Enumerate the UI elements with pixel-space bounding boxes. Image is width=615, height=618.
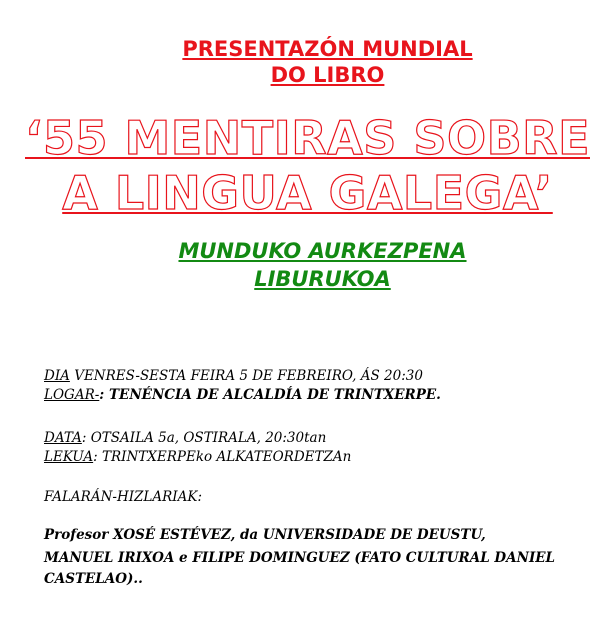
speakers-line3: CASTELAO).. [44, 571, 143, 587]
basque-heading-line1: MUNDUKO AURKEZPENA [178, 239, 467, 263]
lekua-label: LEKUA [44, 449, 94, 465]
book-title-line1: ‘55 MENTIRAS SOBRE [25, 111, 590, 165]
logar-value: : TENÉNCIA DE ALCALDÍA DE TRINTXERPE. [99, 387, 441, 403]
basque-heading-line2: LIBURUKOA [254, 267, 391, 291]
presentation-heading-line2: DO LIBRO [270, 63, 385, 87]
data-value: : OTSAILA 5a, OSTIRALA, 20:30tan [81, 430, 327, 446]
logar-line [44, 386, 441, 404]
book-title-line2: A LINGUA GALEGA’ [62, 166, 553, 220]
dia-value: VENRES-SESTA FEIRA 5 DE FEBREIRO, ÁS 20:30 [69, 368, 423, 384]
lekua-value: : TRINTXERPEko ALKATEORDETZAn [93, 449, 352, 465]
presentation-heading-line1: PRESENTAZÓN MUNDIAL [182, 37, 473, 61]
logar-label: LOGAR- [44, 387, 100, 403]
speakers-line2: MANUEL IRIXOA e FILIPE DOMINGUEZ (FATO CULTURAL DANIEL [44, 550, 556, 566]
speakers-line1: Profesor XOSÉ ESTÉVEZ, da UNIVERSIDADE DE DEUSTU, [44, 527, 486, 543]
speakers-heading: FALARÁN-HIZLARIAK: [44, 489, 203, 505]
data-line [44, 429, 326, 447]
lekua-line [44, 448, 351, 466]
dia-label: DIA [44, 368, 70, 384]
dia-line [44, 367, 423, 385]
data-label: DATA [44, 430, 82, 446]
